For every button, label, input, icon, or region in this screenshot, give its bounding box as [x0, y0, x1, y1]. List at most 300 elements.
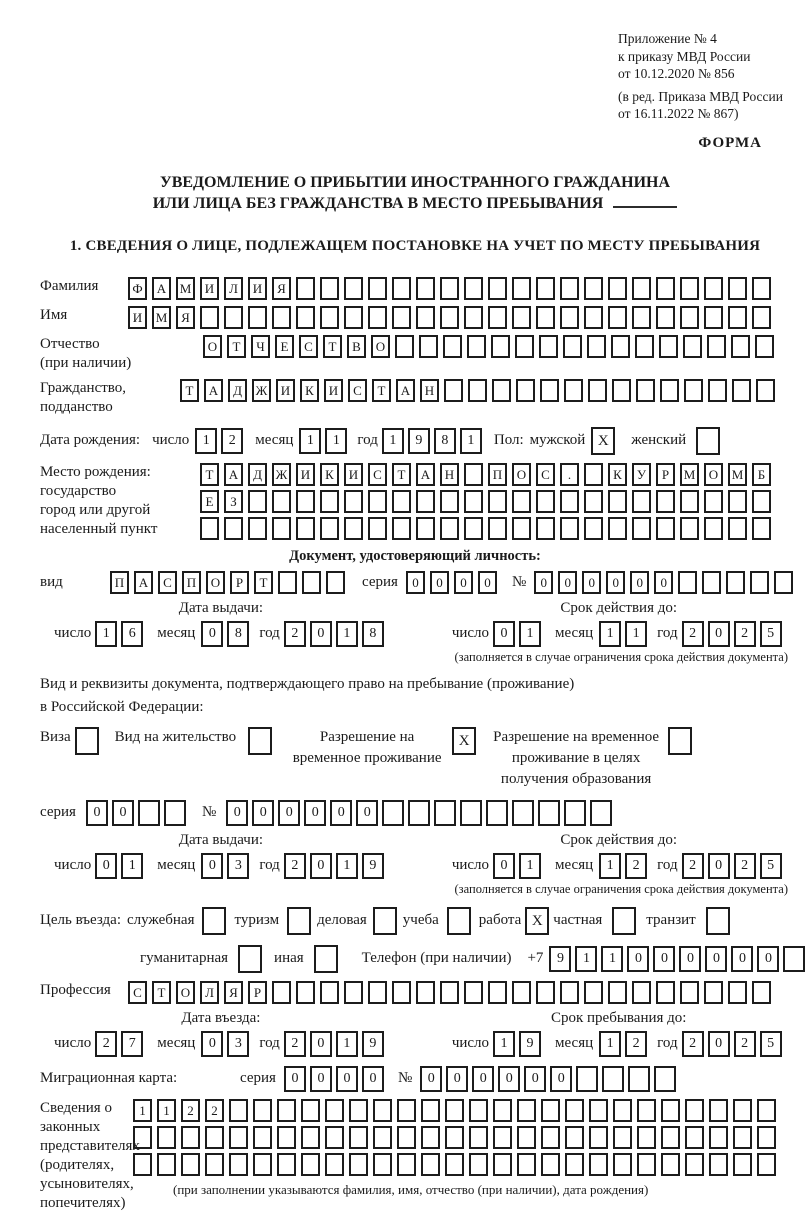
cell[interactable]: М [728, 463, 747, 486]
cell[interactable]: 0 [705, 946, 727, 972]
cell[interactable]: 0 [310, 621, 332, 647]
purpose-other-checkbox[interactable] [314, 945, 338, 973]
cell[interactable]: 0 [708, 621, 730, 647]
cell[interactable]: 0 [731, 946, 753, 972]
cell[interactable]: 0 [493, 621, 515, 647]
cell[interactable]: 1 [121, 853, 143, 879]
purpose-private-checkbox[interactable] [612, 907, 636, 935]
cell[interactable]: С [128, 981, 147, 1004]
cell[interactable]: 0 [201, 621, 223, 647]
cell[interactable] [661, 1153, 680, 1176]
cell[interactable] [133, 1126, 152, 1149]
cell[interactable] [392, 277, 411, 300]
cell[interactable]: С [299, 335, 318, 358]
cell[interactable]: Р [656, 463, 675, 486]
cell[interactable] [564, 800, 586, 826]
cell[interactable] [392, 490, 411, 513]
cell[interactable] [277, 1153, 296, 1176]
cell[interactable]: 2 [95, 1031, 117, 1057]
cell[interactable]: 1 [599, 853, 621, 879]
cell[interactable] [517, 1099, 536, 1122]
cell[interactable] [637, 1153, 656, 1176]
cell[interactable]: Ж [252, 379, 271, 402]
cell[interactable] [443, 335, 462, 358]
cell[interactable]: 1 [195, 428, 217, 454]
cell[interactable]: Т [323, 335, 342, 358]
cell[interactable] [560, 981, 579, 1004]
cell[interactable]: С [158, 571, 177, 594]
cell[interactable] [253, 1126, 272, 1149]
cell[interactable] [301, 1126, 320, 1149]
cell[interactable] [709, 1099, 728, 1122]
cell[interactable] [344, 490, 363, 513]
cell[interactable]: К [300, 379, 319, 402]
cell[interactable]: 1 [575, 946, 597, 972]
cell[interactable] [277, 1099, 296, 1122]
cell[interactable] [755, 335, 774, 358]
cell[interactable] [157, 1153, 176, 1176]
cell[interactable]: 0 [524, 1066, 546, 1092]
cell[interactable] [302, 571, 321, 594]
cell[interactable] [536, 306, 555, 329]
cell[interactable]: Я [272, 277, 291, 300]
cell[interactable] [224, 306, 243, 329]
cell[interactable]: Д [228, 379, 247, 402]
cell[interactable]: С [368, 463, 387, 486]
cell[interactable] [750, 571, 769, 594]
cell[interactable]: 0 [606, 571, 625, 594]
cell[interactable] [464, 981, 483, 1004]
cell[interactable] [368, 306, 387, 329]
cell[interactable] [685, 1099, 704, 1122]
cell[interactable] [512, 490, 531, 513]
cell[interactable] [205, 1126, 224, 1149]
cell[interactable] [133, 1153, 152, 1176]
cell[interactable]: А [204, 379, 223, 402]
cell[interactable]: 7 [121, 1031, 143, 1057]
cell[interactable]: 1 [625, 621, 647, 647]
purpose-transit-checkbox[interactable] [706, 907, 730, 935]
cell[interactable] [704, 277, 723, 300]
cell[interactable]: 1 [519, 853, 541, 879]
cell[interactable] [632, 981, 651, 1004]
cell[interactable] [468, 379, 487, 402]
cell[interactable] [278, 571, 297, 594]
cell[interactable] [565, 1153, 584, 1176]
cell[interactable]: 2 [284, 621, 306, 647]
cell[interactable] [584, 517, 603, 540]
cell[interactable] [704, 981, 723, 1004]
cell[interactable]: . [560, 463, 579, 486]
cell[interactable] [368, 490, 387, 513]
cell[interactable] [783, 946, 805, 972]
cell[interactable]: 9 [408, 428, 430, 454]
cell[interactable] [320, 277, 339, 300]
cell[interactable]: 0 [430, 571, 449, 594]
cell[interactable]: 8 [362, 621, 384, 647]
cell[interactable] [702, 571, 721, 594]
cell[interactable] [421, 1153, 440, 1176]
cell[interactable] [752, 277, 771, 300]
cell[interactable]: 8 [227, 621, 249, 647]
cell[interactable]: П [182, 571, 201, 594]
cell[interactable] [608, 306, 627, 329]
cell[interactable] [602, 1066, 624, 1092]
cell[interactable]: 0 [201, 1031, 223, 1057]
cell[interactable] [349, 1126, 368, 1149]
cell[interactable] [416, 277, 435, 300]
cell[interactable] [488, 306, 507, 329]
cell[interactable]: 2 [625, 1031, 647, 1057]
cell[interactable] [181, 1126, 200, 1149]
cell[interactable] [637, 1099, 656, 1122]
cell[interactable] [564, 379, 583, 402]
cell[interactable]: 0 [226, 800, 248, 826]
cell[interactable]: 2 [682, 621, 704, 647]
cell[interactable] [733, 1153, 752, 1176]
cell[interactable] [516, 379, 535, 402]
cell[interactable]: 1 [299, 428, 321, 454]
cell[interactable]: Ч [251, 335, 270, 358]
cell[interactable] [344, 981, 363, 1004]
cell[interactable] [683, 335, 702, 358]
cell[interactable]: 2 [205, 1099, 224, 1122]
cell[interactable] [296, 277, 315, 300]
cell[interactable]: 1 [336, 853, 358, 879]
cell[interactable] [589, 1153, 608, 1176]
cell[interactable] [587, 335, 606, 358]
cell[interactable] [469, 1126, 488, 1149]
cell[interactable] [536, 277, 555, 300]
cell[interactable]: 0 [550, 1066, 572, 1092]
cell[interactable] [464, 463, 483, 486]
cell[interactable] [636, 379, 655, 402]
cell[interactable] [584, 490, 603, 513]
cell[interactable]: А [134, 571, 153, 594]
cell[interactable] [656, 517, 675, 540]
cell[interactable] [392, 981, 411, 1004]
sex-female-checkbox[interactable] [696, 427, 720, 455]
cell[interactable] [272, 490, 291, 513]
cell[interactable]: 0 [310, 853, 332, 879]
cell[interactable] [460, 800, 482, 826]
cell[interactable]: К [320, 463, 339, 486]
cell[interactable]: Т [227, 335, 246, 358]
cell[interactable] [349, 1153, 368, 1176]
cell[interactable] [680, 517, 699, 540]
cell[interactable] [344, 306, 363, 329]
cell[interactable] [576, 1066, 598, 1092]
cell[interactable] [774, 571, 793, 594]
cell[interactable] [464, 517, 483, 540]
cell[interactable] [733, 1099, 752, 1122]
cell[interactable]: П [110, 571, 129, 594]
cell[interactable]: 0 [582, 571, 601, 594]
cell[interactable] [541, 1153, 560, 1176]
cell[interactable] [709, 1126, 728, 1149]
cell[interactable] [320, 490, 339, 513]
cell[interactable] [421, 1126, 440, 1149]
cell[interactable] [584, 277, 603, 300]
cell[interactable] [589, 1126, 608, 1149]
purpose-study-checkbox[interactable] [447, 907, 471, 935]
cell[interactable] [752, 490, 771, 513]
cell[interactable] [540, 379, 559, 402]
cell[interactable] [344, 277, 363, 300]
cell[interactable] [320, 306, 339, 329]
cell[interactable] [584, 981, 603, 1004]
cell[interactable] [678, 571, 697, 594]
cell[interactable] [488, 490, 507, 513]
cell[interactable] [536, 490, 555, 513]
cell[interactable]: Т [392, 463, 411, 486]
cell[interactable] [637, 1126, 656, 1149]
cell[interactable] [656, 277, 675, 300]
cell[interactable] [707, 335, 726, 358]
cell[interactable]: 0 [708, 853, 730, 879]
cell[interactable] [301, 1153, 320, 1176]
cell[interactable]: 9 [549, 946, 571, 972]
cell[interactable] [680, 490, 699, 513]
cell[interactable]: 1 [133, 1099, 152, 1122]
cell[interactable] [632, 490, 651, 513]
cell[interactable]: П [488, 463, 507, 486]
cell[interactable] [138, 800, 160, 826]
cell[interactable]: 2 [734, 621, 756, 647]
cell[interactable] [536, 517, 555, 540]
cell[interactable] [491, 335, 510, 358]
cell[interactable]: Т [180, 379, 199, 402]
cell[interactable] [512, 800, 534, 826]
cell[interactable] [515, 335, 534, 358]
cell[interactable]: 2 [221, 428, 243, 454]
cell[interactable] [467, 335, 486, 358]
cell[interactable] [757, 1126, 776, 1149]
cell[interactable]: 1 [493, 1031, 515, 1057]
cell[interactable] [416, 981, 435, 1004]
cell[interactable] [296, 490, 315, 513]
cell[interactable] [229, 1153, 248, 1176]
cell[interactable] [680, 981, 699, 1004]
cell[interactable] [416, 306, 435, 329]
cell[interactable]: 1 [599, 621, 621, 647]
cell[interactable] [492, 379, 511, 402]
cell[interactable] [349, 1099, 368, 1122]
purpose-humanitarian-checkbox[interactable] [238, 945, 262, 973]
cell[interactable]: Д [248, 463, 267, 486]
cell[interactable] [536, 981, 555, 1004]
cell[interactable] [272, 981, 291, 1004]
cell[interactable]: 0 [708, 1031, 730, 1057]
cell[interactable] [440, 981, 459, 1004]
cell[interactable]: А [224, 463, 243, 486]
cell[interactable]: 3 [227, 853, 249, 879]
cell[interactable] [709, 1153, 728, 1176]
cell[interactable] [680, 306, 699, 329]
cell[interactable] [464, 277, 483, 300]
cell[interactable]: И [344, 463, 363, 486]
cell[interactable] [757, 1153, 776, 1176]
cell[interactable]: Ф [128, 277, 147, 300]
cell[interactable] [253, 1099, 272, 1122]
cell[interactable] [248, 490, 267, 513]
cell[interactable] [200, 517, 219, 540]
cell[interactable] [752, 517, 771, 540]
cell[interactable]: И [276, 379, 295, 402]
cell[interactable] [613, 1126, 632, 1149]
cell[interactable]: 3 [227, 1031, 249, 1057]
cell[interactable]: 1 [157, 1099, 176, 1122]
cell[interactable] [200, 306, 219, 329]
cell[interactable] [732, 379, 751, 402]
cell[interactable]: 0 [201, 853, 223, 879]
cell[interactable]: Л [224, 277, 243, 300]
cell[interactable] [608, 981, 627, 1004]
cell[interactable] [326, 571, 345, 594]
cell[interactable] [731, 335, 750, 358]
cell[interactable]: О [512, 463, 531, 486]
cell[interactable]: 1 [599, 1031, 621, 1057]
cell[interactable] [440, 306, 459, 329]
cell[interactable]: К [608, 463, 627, 486]
cell[interactable]: 0 [406, 571, 425, 594]
cell[interactable] [157, 1126, 176, 1149]
cell[interactable] [680, 277, 699, 300]
cell[interactable] [541, 1126, 560, 1149]
cell[interactable] [728, 517, 747, 540]
option-temp-residence-education-checkbox[interactable] [668, 727, 692, 755]
cell[interactable]: 2 [284, 853, 306, 879]
cell[interactable]: И [200, 277, 219, 300]
cell[interactable] [253, 1153, 272, 1176]
cell[interactable] [397, 1153, 416, 1176]
cell[interactable] [416, 517, 435, 540]
purpose-work-checkbox[interactable]: X [525, 907, 549, 935]
cell[interactable]: 0 [330, 800, 352, 826]
cell[interactable] [488, 981, 507, 1004]
cell[interactable]: 0 [252, 800, 274, 826]
cell[interactable] [440, 517, 459, 540]
cell[interactable]: 0 [310, 1031, 332, 1057]
cell[interactable] [728, 981, 747, 1004]
cell[interactable] [445, 1126, 464, 1149]
cell[interactable] [445, 1153, 464, 1176]
cell[interactable] [685, 1153, 704, 1176]
cell[interactable] [488, 517, 507, 540]
cell[interactable] [728, 490, 747, 513]
cell[interactable] [277, 1126, 296, 1149]
cell[interactable] [392, 306, 411, 329]
cell[interactable]: О [203, 335, 222, 358]
cell[interactable] [612, 379, 631, 402]
cell[interactable] [685, 1126, 704, 1149]
cell[interactable]: 0 [454, 571, 473, 594]
cell[interactable] [565, 1099, 584, 1122]
cell[interactable] [632, 517, 651, 540]
cell[interactable] [589, 1099, 608, 1122]
cell[interactable]: 2 [734, 1031, 756, 1057]
cell[interactable] [512, 981, 531, 1004]
cell[interactable] [464, 306, 483, 329]
cell[interactable]: 0 [679, 946, 701, 972]
cell[interactable]: 0 [420, 1066, 442, 1092]
cell[interactable]: У [632, 463, 651, 486]
cell[interactable] [248, 306, 267, 329]
cell[interactable]: 2 [682, 1031, 704, 1057]
cell[interactable]: 0 [472, 1066, 494, 1092]
cell[interactable]: 0 [498, 1066, 520, 1092]
cell[interactable] [224, 517, 243, 540]
cell[interactable]: 0 [336, 1066, 358, 1092]
cell[interactable] [560, 490, 579, 513]
cell[interactable] [752, 981, 771, 1004]
cell[interactable] [368, 277, 387, 300]
cell[interactable]: 0 [478, 571, 497, 594]
cell[interactable]: 1 [95, 621, 117, 647]
cell[interactable]: 0 [653, 946, 675, 972]
cell[interactable]: 0 [446, 1066, 468, 1092]
cell[interactable]: Ж [272, 463, 291, 486]
cell[interactable]: 1 [601, 946, 623, 972]
cell[interactable] [654, 1066, 676, 1092]
cell[interactable] [464, 490, 483, 513]
cell[interactable] [493, 1099, 512, 1122]
cell[interactable]: 2 [682, 853, 704, 879]
cell[interactable]: 6 [121, 621, 143, 647]
cell[interactable] [656, 981, 675, 1004]
cell[interactable] [445, 1099, 464, 1122]
cell[interactable] [704, 306, 723, 329]
cell[interactable] [344, 517, 363, 540]
cell[interactable]: 2 [625, 853, 647, 879]
cell[interactable] [560, 306, 579, 329]
cell[interactable] [493, 1153, 512, 1176]
cell[interactable] [325, 1153, 344, 1176]
cell[interactable]: 5 [760, 1031, 782, 1057]
cell[interactable] [325, 1126, 344, 1149]
cell[interactable] [408, 800, 430, 826]
cell[interactable] [560, 517, 579, 540]
cell[interactable]: 0 [757, 946, 779, 972]
cell[interactable]: С [536, 463, 555, 486]
cell[interactable] [486, 800, 508, 826]
cell[interactable] [469, 1153, 488, 1176]
cell[interactable]: З [224, 490, 243, 513]
cell[interactable]: 8 [434, 428, 456, 454]
cell[interactable] [395, 335, 414, 358]
cell[interactable]: 1 [336, 1031, 358, 1057]
cell[interactable]: Я [176, 306, 195, 329]
cell[interactable] [728, 277, 747, 300]
cell[interactable] [469, 1099, 488, 1122]
cell[interactable]: М [680, 463, 699, 486]
cell[interactable]: О [176, 981, 195, 1004]
cell[interactable]: А [396, 379, 415, 402]
cell[interactable] [756, 379, 775, 402]
cell[interactable] [517, 1153, 536, 1176]
cell[interactable] [296, 981, 315, 1004]
cell[interactable] [320, 981, 339, 1004]
cell[interactable]: И [296, 463, 315, 486]
cell[interactable]: 0 [356, 800, 378, 826]
cell[interactable] [628, 1066, 650, 1092]
cell[interactable]: 1 [325, 428, 347, 454]
cell[interactable]: Т [254, 571, 273, 594]
cell[interactable]: 2 [181, 1099, 200, 1122]
cell[interactable] [440, 277, 459, 300]
cell[interactable] [493, 1126, 512, 1149]
cell[interactable] [416, 490, 435, 513]
